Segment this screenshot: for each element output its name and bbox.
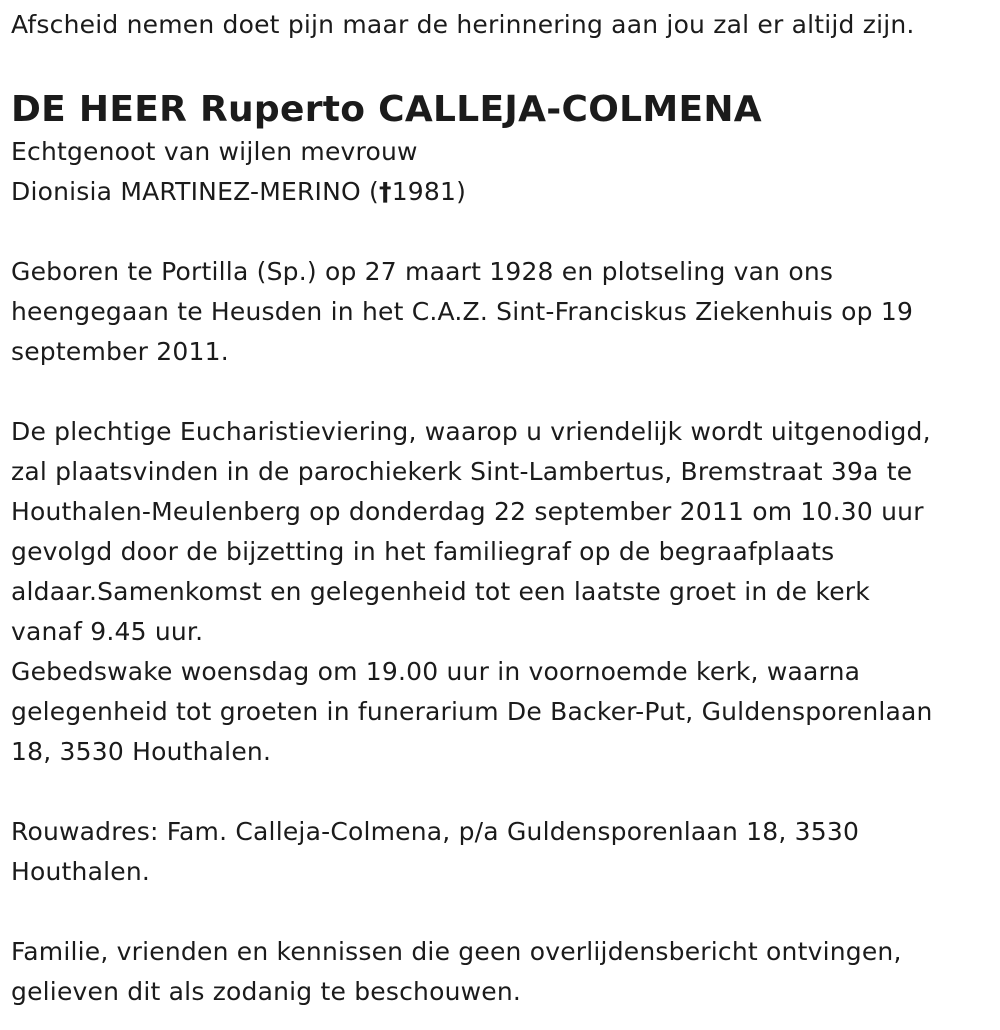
- vigil-text-line: Gebedswake woensdag om 19.00 uur in voornoemde kerk, waarna: [11, 657, 861, 686]
- birth-text-line: september 2011.: [11, 337, 229, 366]
- address-text-line: Houthalen.: [11, 857, 151, 886]
- ceremony-text-line: De plechtige Eucharistieviering, waarop u vriendelijk wordt uitgenodigd,: [11, 417, 931, 446]
- obituary-notice: [11, 0, 991, 1012]
- birth-text-line: heengegaan te Heusden in het C.A.Z. Sint-Franciskus Ziekenhuis op 19: [11, 297, 914, 326]
- deceased-name: DE HEER Ruperto CALLEJA-COLMENA: [11, 89, 762, 130]
- ceremony-text-line: aldaar.Samenkomst en gelegenheid tot een laatste groet in de kerk: [11, 577, 870, 606]
- closing-text-line: Familie, vrienden en kennissen die geen overlijdensbericht ontvingen,: [11, 937, 902, 966]
- paragraph-spacer: [11, 212, 991, 252]
- spouse-death-year: 1981): [391, 177, 467, 206]
- paragraph-spacer: [11, 892, 991, 932]
- vigil-text-line: 18, 3530 Houthalen.: [11, 737, 272, 766]
- vigil-text-line: gelegenheid tot groeten in funerarium De Backer-Put, Guldensporenlaan: [11, 697, 933, 726]
- spouse-name: Dionisia MARTINEZ-MERINO (: [11, 177, 379, 206]
- opening-quote: Afscheid nemen doet pijn maar de herinnering aan jou zal er altijd zijn.: [11, 10, 915, 39]
- address-text-line: Rouwadres: Fam. Calleja-Colmena, p/a Guldensporenlaan 18, 3530: [11, 817, 860, 846]
- ceremony-text-line: gevolgd door de bijzetting in het familiegraf op de begraafplaats: [11, 537, 835, 566]
- birth-text-line: Geboren te Portilla (Sp.) op 27 maart 1928 en plotseling van ons: [11, 257, 834, 286]
- ceremony-text-line: vanaf 9.45 uur.: [11, 617, 204, 646]
- ceremony-text-line: zal plaatsvinden in de parochiekerk Sint-Lambertus, Bremstraat 39a te: [11, 457, 913, 486]
- closing-text-line: gelieven dit als zodanig te beschouwen.: [11, 977, 522, 1006]
- ceremony-text-line: Houthalen-Meulenberg op donderdag 22 september 2011 om 10.30 uur: [11, 497, 924, 526]
- paragraph-spacer: [11, 372, 991, 412]
- spouse-name-line: [11, 172, 991, 212]
- paragraph-spacer: [11, 772, 991, 812]
- spouse-line: Echtgenoot van wijlen mevrouw: [11, 137, 418, 166]
- cross-icon: †: [378, 177, 392, 206]
